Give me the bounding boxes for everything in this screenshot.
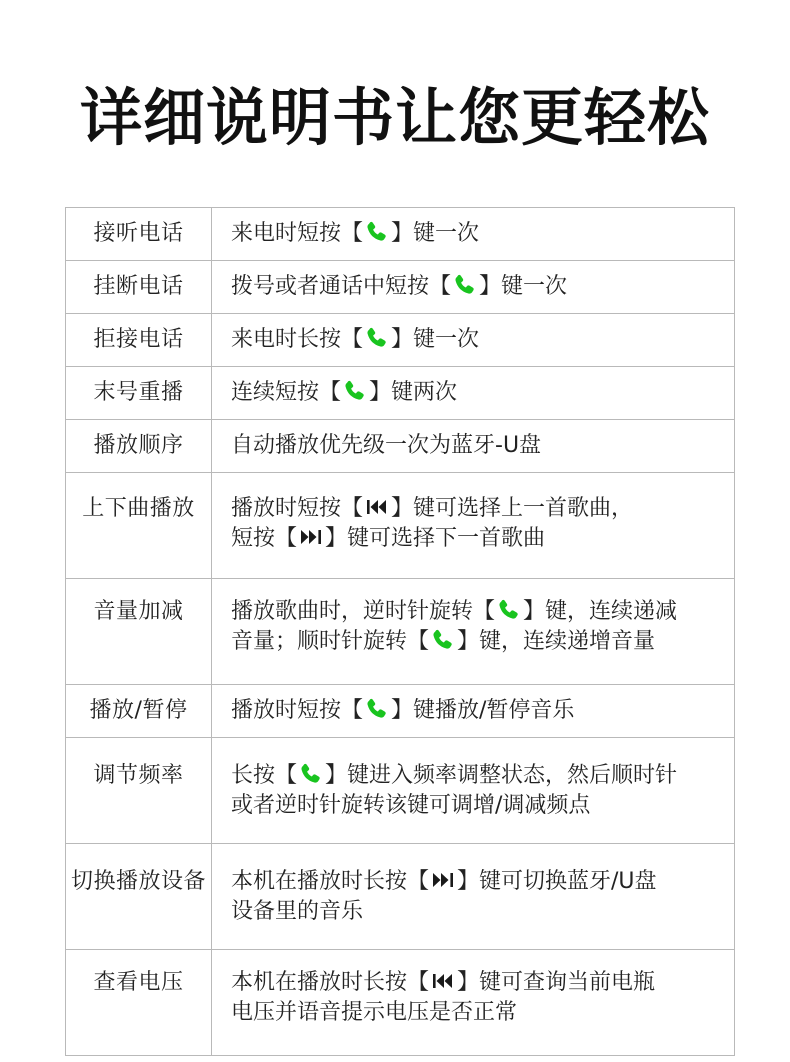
description-text: 】键，连续递增音量	[457, 629, 656, 654]
phone-icon	[342, 379, 368, 403]
next-track-icon	[430, 868, 456, 892]
description-text: 设备里的音乐	[231, 899, 364, 924]
function-label: 末号重播	[66, 367, 212, 420]
description-text: 】键可选择上一首歌曲，	[391, 496, 634, 521]
description-line	[231, 627, 724, 657]
description-line	[231, 378, 724, 408]
function-label: 播放顺序	[66, 420, 212, 473]
phone-icon	[496, 598, 522, 622]
function-description	[212, 844, 735, 950]
function-description	[212, 579, 735, 685]
description-text: 拨号或者通话中短按【	[231, 274, 452, 299]
table-row	[66, 579, 735, 685]
description-text: 】键可切换蓝牙/U盘	[457, 869, 657, 894]
description-text: 播放时短按【	[231, 496, 364, 521]
description-line	[231, 897, 724, 927]
table-row	[66, 950, 735, 1056]
function-label: 音量加减	[66, 579, 212, 685]
function-description	[212, 208, 735, 261]
description-line	[231, 494, 724, 524]
function-label: 调节频率	[66, 738, 212, 844]
description-text: 】键两次	[369, 380, 458, 405]
function-description	[212, 261, 735, 314]
phone-icon	[364, 697, 390, 721]
description-line	[231, 696, 724, 726]
function-description	[212, 314, 735, 367]
description-text: 】键一次	[479, 274, 568, 299]
table-row	[66, 208, 735, 261]
function-label: 接听电话	[66, 208, 212, 261]
description-text: 】键一次	[391, 327, 480, 352]
table-row	[66, 844, 735, 950]
phone-icon	[452, 273, 478, 297]
function-label: 查看电压	[66, 950, 212, 1056]
description-text: 连续短按【	[231, 380, 342, 405]
table-row	[66, 367, 735, 420]
description-line	[231, 431, 724, 461]
table-row	[66, 685, 735, 738]
description-line	[231, 219, 724, 249]
description-line	[231, 524, 724, 554]
phone-icon	[364, 326, 390, 350]
function-description	[212, 950, 735, 1056]
instruction-table	[65, 207, 735, 1056]
table-row	[66, 420, 735, 473]
function-description	[212, 685, 735, 738]
description-line	[231, 761, 724, 791]
function-description	[212, 473, 735, 579]
description-line	[231, 272, 724, 302]
phone-icon	[298, 762, 324, 786]
function-description	[212, 420, 735, 473]
description-line	[231, 998, 724, 1028]
description-text: 本机在播放时长按【	[231, 869, 430, 894]
description-line	[231, 968, 724, 998]
function-description	[212, 738, 735, 844]
description-text: 或者逆时针旋转该键可调增/调减频点	[231, 793, 591, 818]
description-text: 自动播放优先级一次为蓝牙-U盘	[231, 433, 542, 458]
description-line	[231, 597, 724, 627]
function-description	[212, 367, 735, 420]
description-line	[231, 791, 724, 821]
description-text: 播放歌曲时，逆时针旋转【	[231, 599, 496, 624]
description-text: 】键进入频率调整状态，然后顺时针	[325, 763, 678, 788]
function-label: 上下曲播放	[66, 473, 212, 579]
description-text: 本机在播放时长按【	[231, 970, 430, 995]
page-title: 详细说明书让您更轻松	[79, 81, 710, 154]
description-text: 】键可选择下一首歌曲	[325, 526, 546, 551]
description-text: 】键一次	[391, 221, 480, 246]
description-text: 来电时长按【	[231, 327, 364, 352]
function-label: 挂断电话	[66, 261, 212, 314]
description-line	[231, 867, 724, 897]
table-row	[66, 738, 735, 844]
description-text: 】键播放/暂停音乐	[391, 698, 575, 723]
table-row	[66, 473, 735, 579]
description-text: 电压并语音提示电压是否正常	[231, 1000, 518, 1025]
instruction-table-body	[66, 208, 735, 1056]
phone-icon	[364, 220, 390, 244]
function-label: 拒接电话	[66, 314, 212, 367]
description-text: 来电时短按【	[231, 221, 364, 246]
table-row	[66, 314, 735, 367]
description-text: 长按【	[231, 763, 298, 788]
function-label: 播放/暂停	[66, 685, 212, 738]
description-text: 】键可查询当前电瓶	[457, 970, 656, 995]
description-text: 音量；顺时针旋转【	[231, 629, 430, 654]
next-track-icon	[298, 525, 324, 549]
phone-icon	[430, 628, 456, 652]
description-line	[231, 325, 724, 355]
table-row	[66, 261, 735, 314]
description-text: 播放时短按【	[231, 698, 364, 723]
description-text: 短按【	[231, 526, 298, 551]
previous-track-icon	[430, 969, 456, 993]
description-text: 】键，连续递减	[523, 599, 678, 624]
function-label: 切换播放设备	[66, 844, 212, 950]
previous-track-icon	[364, 495, 390, 519]
